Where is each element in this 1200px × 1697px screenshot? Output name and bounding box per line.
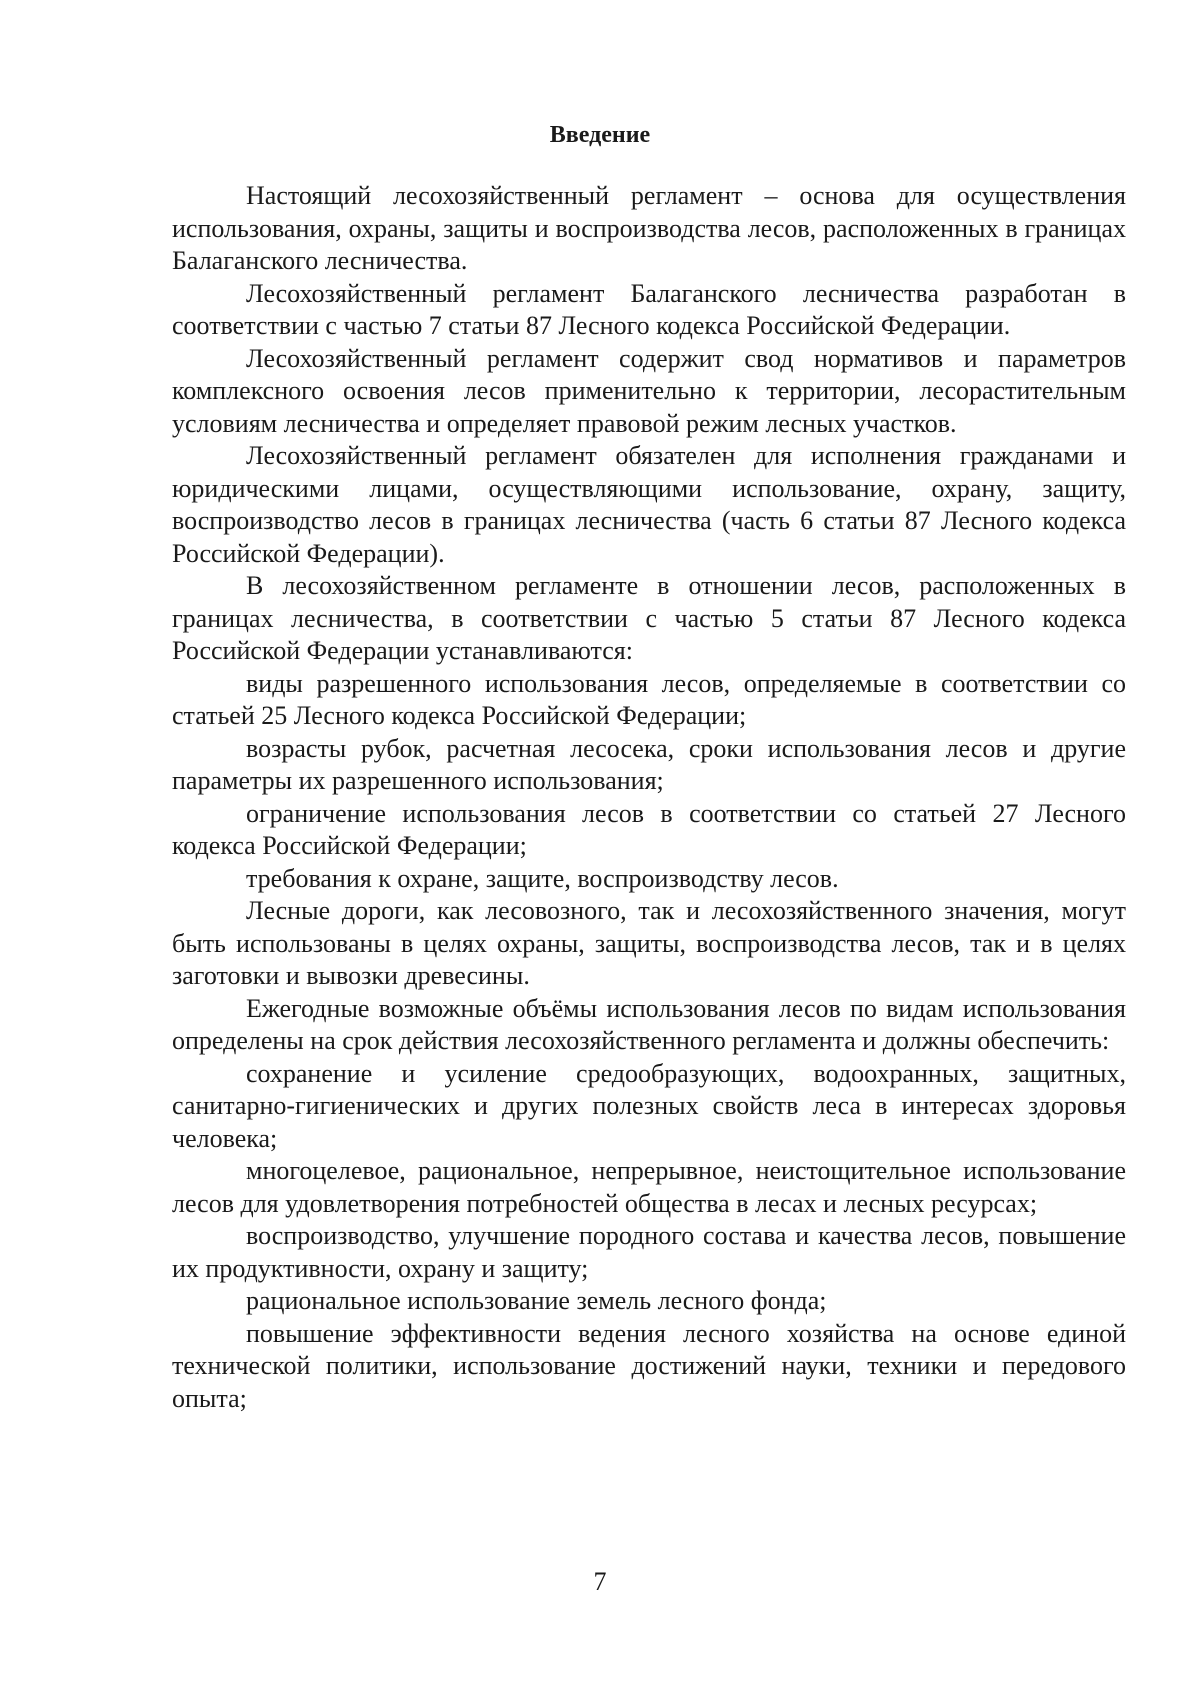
list-item: возрасты рубок, расчетная лесосека, сроки использования лесов и другие параметры их разрешенного использования;: [172, 733, 1126, 795]
list-item: рациональное использование земель лесного фонда;: [246, 1286, 827, 1315]
paragraph: Лесохозяйственный регламент Балаганского лесничества разработан в соответствии с частью 7 статьи 87 Лесного кодекса Российской Федерации.: [172, 278, 1126, 340]
paragraph: Лесные дороги, как лесовозного, так и лесохозяйственного значения, могут быть использованы в целях охраны, защиты, воспроизводства лесов, так и в целях заготовки и вывозки древесины.: [172, 896, 1126, 990]
body-text: [172, 180, 1126, 1415]
list-item: повышение эффективности ведения лесного хозяйства на основе единой технической политики, использование достижений науки, техники и передового опыта;: [172, 1318, 1126, 1413]
paragraph: В лесохозяйственном регламенте в отношении лесов, расположенных в границах лесничества, в соответствии с частью 5 статьи 87 Лесного кодекса Российской Федерации устанавливаются:: [172, 571, 1126, 665]
list-item: многоцелевое, рациональное, непрерывное, неистощительное использование лесов для удовлетворения потребностей общества в лесах и лесных ресурсах;: [172, 1156, 1126, 1218]
paragraph: Ежегодные возможные объёмы использования лесов по видам использования определены на срок действия лесохозяйственного регламента и должны обеспечить:: [172, 993, 1126, 1055]
section-title: Введение: [549, 122, 651, 148]
list-item: воспроизводство, улучшение породного состава и качества лесов, повышение их продуктивности, охрану и защиту;: [172, 1221, 1126, 1283]
list-item: требования к охране, защите, воспроизводству лесов.: [246, 863, 839, 893]
page-number: 7: [593, 1567, 607, 1596]
paragraph: Настоящий лесохозяйственный регламент – основа для осуществления использования, охраны, защиты и воспроизводства лесов, расположенных в границах Балаганского лесничества.: [172, 181, 1126, 275]
paragraph: Лесохозяйственный регламент содержит свод нормативов и параметров комплексного освоения лесов применительно к территории, лесорастительным условиям лесничества и определяет правовой режим лесных участков.: [172, 343, 1126, 438]
paragraph: Лесохозяйственный регламент обязателен для исполнения гражданами и юридическими лицами, осуществляющими использование, охрану, защиту, воспроизводство лесов в границах лесничества (часть 6 статьи 87 Лесного кодекса Российской Федерации).: [172, 441, 1126, 568]
list-item: сохранение и усиление средообразующих, водоохранных, защитных, санитарно-гигиенических и других полезных свойств леса в интересах здоровья человека;: [172, 1058, 1126, 1153]
list-item: ограничение использования лесов в соответствии со статьей 27 Лесного кодекса Российской Федерации;: [172, 798, 1126, 860]
list-item: виды разрешенного использования лесов, определяемые в соответствии со статьей 25 Лесного кодекса Российской Федерации;: [172, 668, 1126, 730]
